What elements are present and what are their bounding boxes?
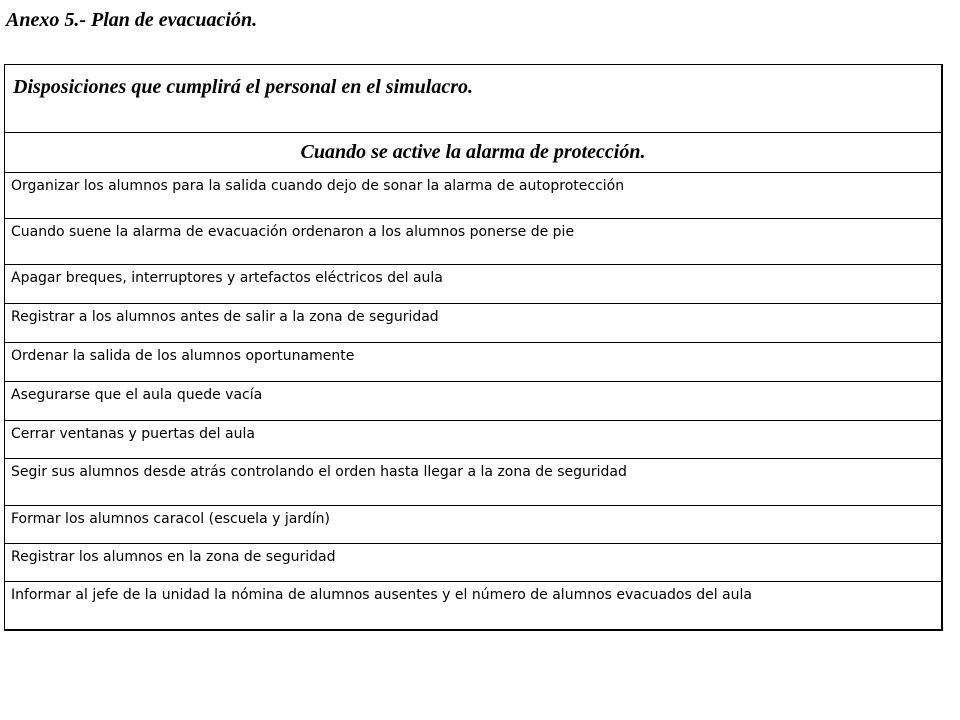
table-row: Registrar los alumnos en la zona de seguridad xyxy=(5,544,941,582)
document-title: Anexo 5.- Plan de evacuación. xyxy=(6,9,258,31)
table-row: Cerrar ventanas y puertas del aula xyxy=(5,421,941,459)
evacuation-plan-table xyxy=(4,64,943,631)
table-row: Organizar los alumnos para la salida cuando dejo de sonar la alarma de autoprotección xyxy=(5,173,941,219)
table-row: Formar los alumnos caracol (escuela y jardín) xyxy=(5,506,941,544)
table-subheading: Cuando se active la alarma de protección. xyxy=(5,133,941,173)
table-row: Segir sus alumnos desde atrás controlando el orden hasta llegar a la zona de seguridad xyxy=(5,459,941,506)
table-row: Informar al jefe de la unidad la nómina de alumnos ausentes y el número de alumnos evacuados del aula xyxy=(11,587,752,603)
table-heading: Disposiciones que cumplirá el personal en el simulacro. xyxy=(5,65,941,133)
table-row: Asegurarse que el aula quede vacía xyxy=(5,382,941,421)
table-row: Apagar breques, interruptores y artefactos eléctricos del aula xyxy=(5,265,941,304)
table-row: Ordenar la salida de los alumnos oportunamente xyxy=(5,343,941,382)
table-row: Registrar a los alumnos antes de salir a la zona de seguridad xyxy=(5,304,941,343)
table-row: Cuando suene la alarma de evacuación ordenaron a los alumnos ponerse de pie xyxy=(5,219,941,265)
